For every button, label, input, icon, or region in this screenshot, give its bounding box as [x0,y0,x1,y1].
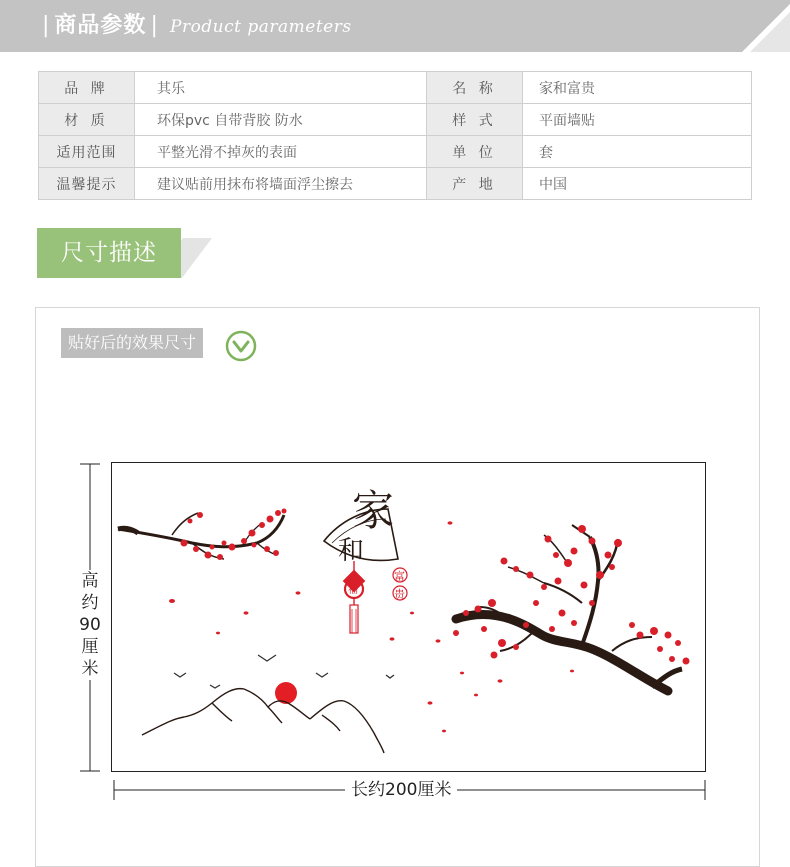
param-key: 单 位 [427,136,523,168]
header-title-text: 商品参数 [54,13,147,38]
param-key: 名 称 [427,72,523,104]
param-key: 适用范围 [39,136,135,168]
table-row [39,136,752,168]
header-banner [0,0,790,52]
param-key: 品 牌 [39,72,135,104]
wall-sticker-preview [111,462,706,772]
calligraphy-he: 和 [338,536,365,566]
param-key: 产 地 [427,168,523,200]
section-title-badge [37,228,212,278]
right-plum-tree [453,525,690,691]
param-value: 建议贴前用抹布将墙面浮尘擦去 [135,168,427,200]
knot-character: 福 [348,585,358,596]
falling-petals [169,521,574,732]
param-value: 中国 [523,168,752,200]
table-row [39,72,752,104]
width-label: 长约200厘米 [345,778,457,802]
param-value: 平整光滑不掉灰的表面 [135,136,427,168]
left-plum-branch [118,509,287,561]
wall-sticker-artwork [112,463,706,772]
chinese-knot [343,561,366,633]
param-value: 平面墙贴 [523,104,752,136]
param-value: 家和富贵 [523,72,752,104]
effect-size-tag: 贴好后的效果尺寸 [61,328,203,358]
header-title: | 商品参数 | [42,13,159,38]
height-label: 高约90厘米 [79,571,101,679]
chevron-down-circle-icon [225,330,257,362]
table-row [39,168,752,200]
param-value: 其乐 [135,72,427,104]
param-key: 材 质 [39,104,135,136]
param-value: 环保pvc 自带背胶 防水 [135,104,427,136]
fugui-seals [393,568,407,601]
table-row [39,104,752,136]
param-key: 样 式 [427,104,523,136]
product-parameter-table [38,71,752,200]
seal-fu: 富 [394,570,405,583]
param-key: 温馨提示 [39,168,135,200]
mountain-outline [142,689,384,753]
header-subtitle: Product parameters [170,17,352,37]
param-value: 套 [523,136,752,168]
fan-calligraphy [324,486,398,566]
calligraphy-jia: 家 [352,486,395,535]
section-title: 尺寸描述 [61,240,157,266]
seal-gui: 贵 [394,588,405,601]
